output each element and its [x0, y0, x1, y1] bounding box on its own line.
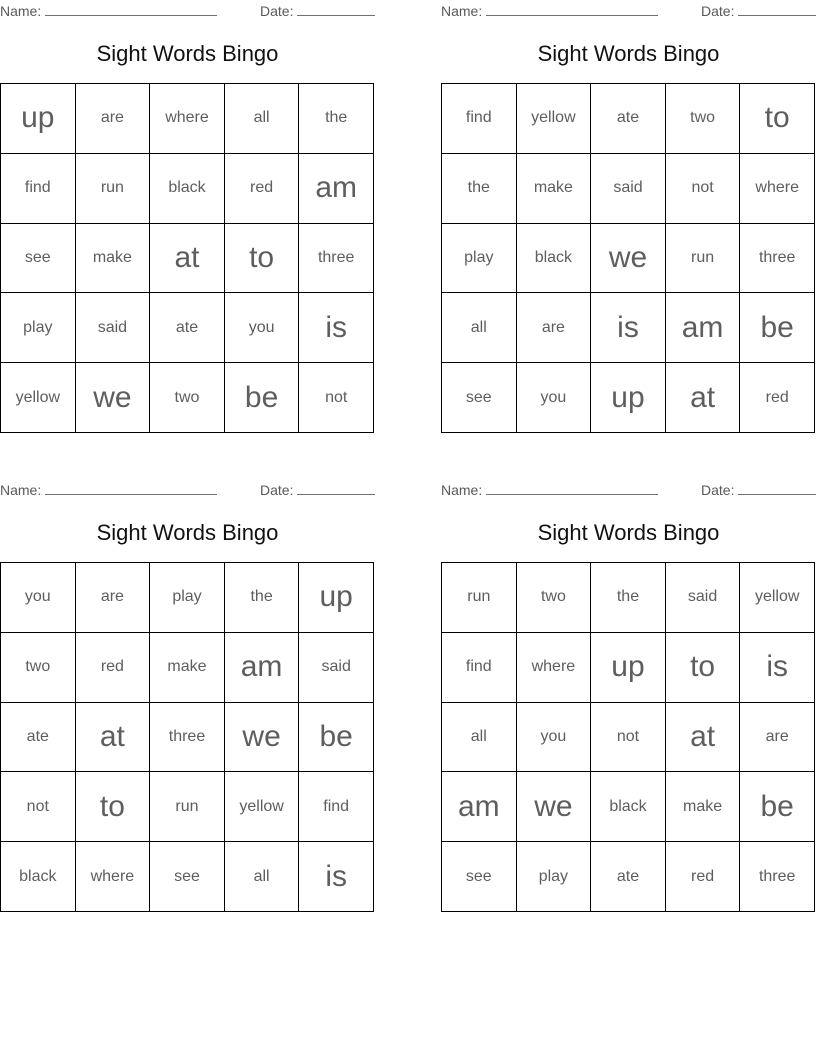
- bingo-cell: you: [1, 563, 76, 633]
- bingo-cell: all: [225, 84, 300, 154]
- bingo-cell: are: [76, 84, 151, 154]
- card-title: Sight Words Bingo: [537, 520, 720, 545]
- bingo-cell: said: [666, 563, 741, 633]
- bingo-cell: make: [150, 633, 225, 703]
- bingo-cell: find: [1, 154, 76, 224]
- bingo-grid: [0, 562, 374, 912]
- bingo-cell: not: [299, 363, 374, 433]
- card-title: Sight Words Bingo: [96, 41, 279, 66]
- date-field[interactable]: [297, 15, 375, 16]
- bingo-cell: am: [299, 154, 374, 224]
- date-label: Date:: [260, 3, 294, 19]
- bingo-cell: run: [76, 154, 151, 224]
- bingo-cell: red: [740, 363, 815, 433]
- bingo-cell: red: [76, 633, 151, 703]
- bingo-cell: the: [299, 84, 374, 154]
- bingo-cell: up: [1, 84, 76, 154]
- bingo-grid: [441, 83, 815, 433]
- bingo-cell: yellow: [740, 563, 815, 633]
- bingo-cell: ate: [1, 703, 76, 773]
- bingo-cell: to: [666, 633, 741, 703]
- bingo-cell: be: [299, 703, 374, 773]
- bingo-cell: two: [1, 633, 76, 703]
- name-label: Name:: [441, 482, 483, 498]
- bingo-cell: said: [299, 633, 374, 703]
- bingo-cell: all: [225, 842, 300, 912]
- card-header: [0, 3, 375, 19]
- bingo-cell: to: [225, 224, 300, 294]
- date-field[interactable]: [297, 494, 375, 495]
- bingo-cell: where: [740, 154, 815, 224]
- bingo-cell: at: [150, 224, 225, 294]
- bingo-cell: ate: [150, 293, 225, 363]
- card-header: [441, 482, 816, 498]
- bingo-cell: black: [591, 772, 666, 842]
- name-field[interactable]: [486, 494, 658, 495]
- bingo-cell: see: [1, 224, 76, 294]
- bingo-cell: are: [76, 563, 151, 633]
- bingo-cell: run: [150, 772, 225, 842]
- bingo-cell: up: [299, 563, 374, 633]
- bingo-cell: make: [517, 154, 592, 224]
- bingo-cell: we: [225, 703, 300, 773]
- bingo-cell: we: [591, 224, 666, 294]
- bingo-cell: to: [76, 772, 151, 842]
- bingo-cell: up: [591, 363, 666, 433]
- bingo-cell: ate: [591, 84, 666, 154]
- bingo-cell: is: [740, 633, 815, 703]
- card-header: [441, 3, 816, 19]
- bingo-cell: make: [666, 772, 741, 842]
- bingo-cell: is: [299, 293, 374, 363]
- name-field[interactable]: [486, 15, 658, 16]
- bingo-cell: three: [740, 842, 815, 912]
- bingo-cell: ate: [591, 842, 666, 912]
- bingo-cell: is: [591, 293, 666, 363]
- bingo-cell: find: [442, 633, 517, 703]
- bingo-grid: [441, 562, 815, 912]
- bingo-cell: am: [666, 293, 741, 363]
- bingo-cell: play: [442, 224, 517, 294]
- bingo-cell: where: [76, 842, 151, 912]
- bingo-cell: black: [517, 224, 592, 294]
- bingo-cell: yellow: [517, 84, 592, 154]
- bingo-cell: am: [225, 633, 300, 703]
- bingo-card-2: [441, 0, 816, 430]
- date-field[interactable]: [738, 494, 816, 495]
- bingo-cell: all: [442, 703, 517, 773]
- card-title: Sight Words Bingo: [537, 41, 720, 66]
- bingo-cell: said: [591, 154, 666, 224]
- bingo-cell: find: [442, 84, 517, 154]
- bingo-cell: black: [1, 842, 76, 912]
- bingo-cell: where: [150, 84, 225, 154]
- name-label: Name:: [441, 3, 483, 19]
- bingo-cell: where: [517, 633, 592, 703]
- date-label: Date:: [701, 3, 735, 19]
- bingo-cell: not: [591, 703, 666, 773]
- bingo-cell: play: [150, 563, 225, 633]
- bingo-cell: at: [76, 703, 151, 773]
- bingo-cell: see: [442, 363, 517, 433]
- bingo-cell: all: [442, 293, 517, 363]
- bingo-cell: red: [666, 842, 741, 912]
- bingo-cell: the: [225, 563, 300, 633]
- bingo-cell: black: [150, 154, 225, 224]
- bingo-cell: two: [150, 363, 225, 433]
- bingo-cell: play: [1, 293, 76, 363]
- bingo-cell: two: [517, 563, 592, 633]
- bingo-cell: at: [666, 703, 741, 773]
- bingo-cell: three: [299, 224, 374, 294]
- name-field[interactable]: [45, 15, 217, 16]
- bingo-cell: we: [76, 363, 151, 433]
- bingo-card-4: [441, 479, 816, 909]
- bingo-cell: at: [666, 363, 741, 433]
- bingo-cell: you: [517, 363, 592, 433]
- name-label: Name:: [0, 482, 42, 498]
- bingo-cell: not: [1, 772, 76, 842]
- bingo-cell: the: [591, 563, 666, 633]
- name-label: Name:: [0, 3, 42, 19]
- bingo-cell: be: [740, 293, 815, 363]
- bingo-cell: two: [666, 84, 741, 154]
- bingo-cell: is: [299, 842, 374, 912]
- bingo-cell: to: [740, 84, 815, 154]
- card-title: Sight Words Bingo: [96, 520, 279, 545]
- bingo-grid: [0, 83, 374, 433]
- bingo-cell: up: [591, 633, 666, 703]
- bingo-cell: you: [225, 293, 300, 363]
- bingo-cell: you: [517, 703, 592, 773]
- bingo-cell: be: [225, 363, 300, 433]
- date-label: Date:: [701, 482, 735, 498]
- bingo-cell: we: [517, 772, 592, 842]
- bingo-cell: run: [666, 224, 741, 294]
- bingo-cell: are: [740, 703, 815, 773]
- bingo-cell: make: [76, 224, 151, 294]
- date-field[interactable]: [738, 15, 816, 16]
- name-field[interactable]: [45, 494, 217, 495]
- bingo-cell: not: [666, 154, 741, 224]
- bingo-cell: be: [740, 772, 815, 842]
- bingo-card-1: [0, 0, 375, 430]
- bingo-cell: are: [517, 293, 592, 363]
- bingo-cell: three: [740, 224, 815, 294]
- bingo-cell: find: [299, 772, 374, 842]
- bingo-cell: the: [442, 154, 517, 224]
- bingo-cell: run: [442, 563, 517, 633]
- bingo-cell: said: [76, 293, 151, 363]
- bingo-cell: red: [225, 154, 300, 224]
- bingo-cell: yellow: [225, 772, 300, 842]
- bingo-cell: see: [442, 842, 517, 912]
- bingo-card-3: [0, 479, 375, 909]
- card-header: [0, 482, 375, 498]
- bingo-cell: play: [517, 842, 592, 912]
- bingo-cell: see: [150, 842, 225, 912]
- bingo-cell: three: [150, 703, 225, 773]
- date-label: Date:: [260, 482, 294, 498]
- bingo-cell: yellow: [1, 363, 76, 433]
- bingo-cell: am: [442, 772, 517, 842]
